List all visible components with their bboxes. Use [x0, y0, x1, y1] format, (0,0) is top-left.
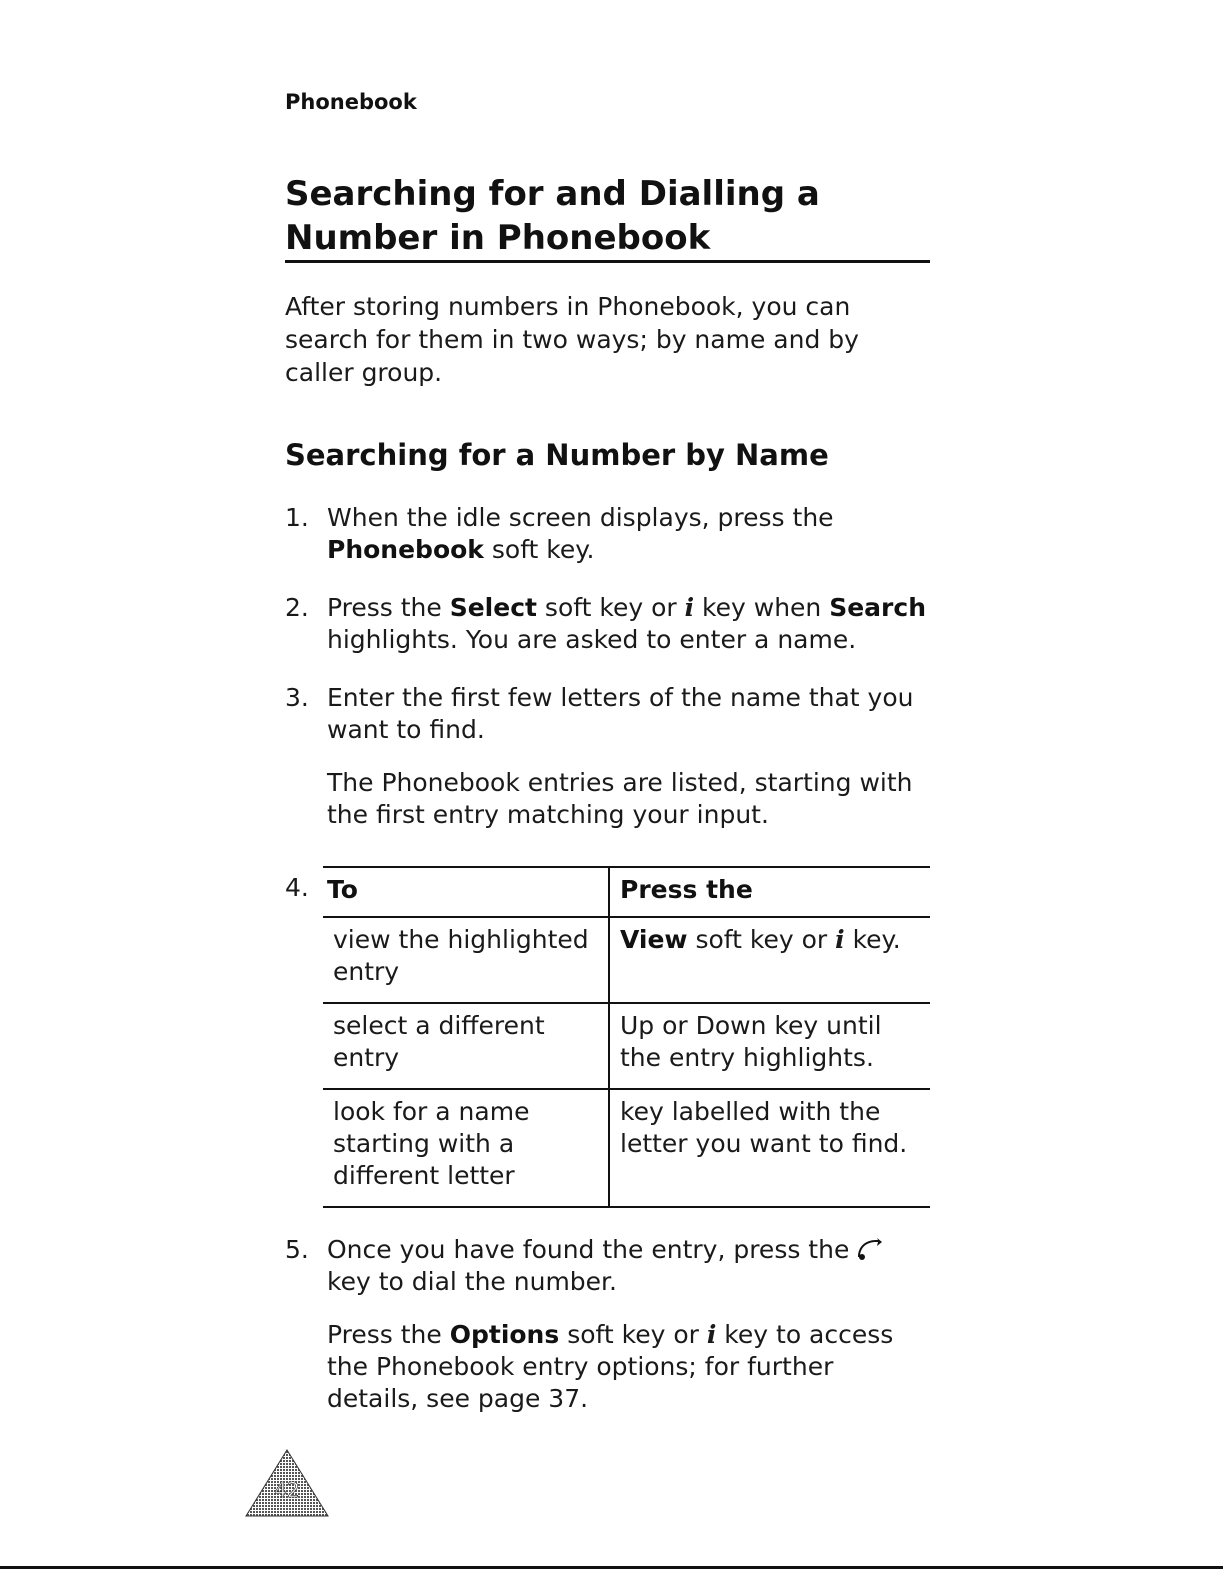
page-number-triangle-icon	[244, 1448, 330, 1518]
step-text	[327, 592, 932, 656]
column-header-to: To	[323, 867, 609, 917]
step-number: 1.	[285, 503, 309, 532]
text-run: key when	[694, 593, 830, 622]
text-run: key to dial the number.	[327, 1267, 617, 1296]
step-text	[327, 1234, 932, 1415]
menu-name-search: Search	[829, 593, 926, 622]
table-row	[323, 1089, 930, 1207]
text-run: Press the	[327, 593, 450, 622]
menu-key-icon: i	[706, 1320, 717, 1349]
table-cell-press: Up or Down key until the entry highlights.	[620, 1011, 882, 1072]
key-name-view: View	[620, 925, 688, 954]
text-run: soft key or	[687, 925, 836, 954]
step-note: The Phonebook entries are listed, starting with the first entry matching your input.	[327, 768, 913, 829]
step-number: 4.	[285, 873, 309, 902]
text-run: soft key or	[536, 593, 685, 622]
page-bottom-border	[0, 1566, 1223, 1569]
key-name-phonebook: Phonebook	[327, 535, 484, 564]
text-run: key to access the Phonebook entry options; for further details, see page 37.	[327, 1320, 894, 1413]
menu-key-icon: i	[835, 925, 845, 954]
step-number: 2.	[285, 593, 309, 622]
table-cell-to: view the highlighted entry	[323, 917, 609, 1003]
running-header: Phonebook	[285, 90, 417, 114]
text-run: When the idle screen displays, press the	[327, 503, 834, 532]
table-header-row	[323, 867, 930, 917]
table-row	[323, 1003, 930, 1089]
table-cell-to: select a different entry	[323, 1003, 609, 1089]
step-number: 5.	[285, 1235, 309, 1264]
page-title: Searching for and Dialling a Number in Phonebook	[285, 174, 820, 258]
text-run: soft key or	[559, 1320, 707, 1349]
text-run: Press the	[327, 1320, 450, 1349]
step-text	[327, 502, 932, 566]
table-row	[323, 917, 930, 1003]
send-call-icon	[857, 1236, 887, 1258]
key-action-table	[323, 866, 930, 1208]
menu-key-icon: i	[684, 593, 695, 622]
step-instruction: Enter the first few letters of the name that you want to find.	[327, 683, 914, 744]
table-cell-press: key labelled with the letter you want to find.	[620, 1097, 908, 1158]
text-run: key.	[844, 925, 901, 954]
step-number: 3.	[285, 683, 309, 712]
page-number: 42	[274, 1478, 300, 1502]
key-name-select: Select	[449, 593, 537, 622]
text-run: highlights. You are asked to enter a name.	[327, 625, 857, 654]
section-heading: Searching for a Number by Name	[285, 438, 829, 472]
table-cell-press	[609, 917, 930, 1003]
intro-paragraph: After storing numbers in Phonebook, you can search for them in two ways; by name and by caller group.	[285, 292, 859, 387]
key-name-options: Options	[449, 1320, 560, 1349]
title-underline	[285, 260, 930, 263]
table-cell-to: look for a name starting with a different letter	[323, 1089, 609, 1207]
text-run: soft key.	[483, 535, 595, 564]
column-header-press: Press the	[620, 875, 753, 904]
step-text	[327, 682, 932, 831]
text-run: Once you have found the entry, press the	[327, 1235, 858, 1264]
